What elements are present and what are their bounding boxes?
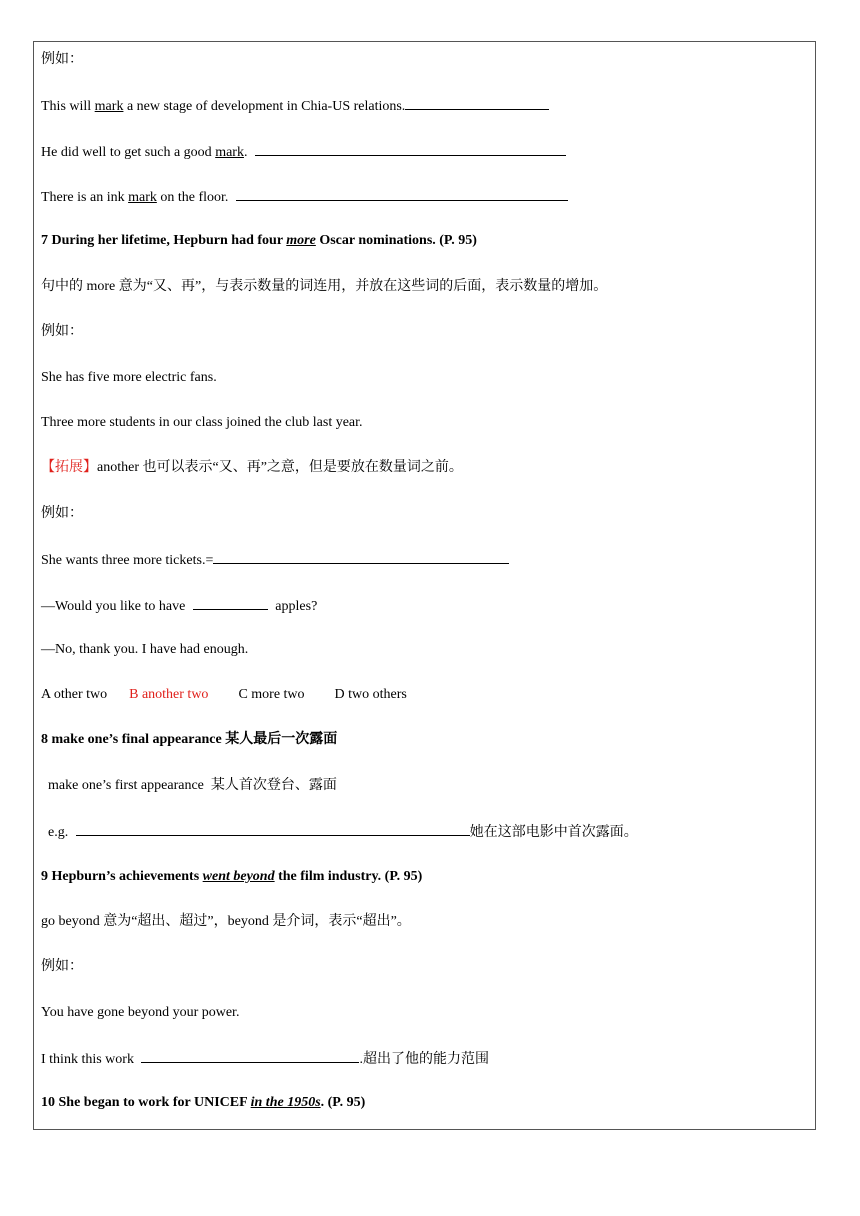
item-8-heading: 8 make one’s final appearance 某人最后一次露面	[41, 732, 338, 747]
dialogue-answer: —No, thank you. I have had enough.	[41, 642, 249, 657]
example-label: 例如：	[41, 324, 83, 339]
explanation-text: 句中的 more 意为“又、再”，与表示数量的词连用，并放在这些词的后面，表示数量的增加。	[41, 279, 608, 294]
answer-blank[interactable]	[405, 96, 549, 110]
option-d[interactable]: D two others	[334, 687, 407, 702]
answer-blank[interactable]	[213, 550, 509, 564]
item-7-heading: 7 During her lifetime, Hepburn had four more Oscar nominations. (P. 95)	[41, 233, 477, 248]
rewrite-exercise: She wants three more tickets.=	[41, 550, 509, 570]
example-label: 例如：	[41, 506, 83, 521]
example-exercise: e.g. 她在这部电影中首次露面。	[41, 822, 638, 842]
choice-options	[41, 686, 407, 704]
option-c[interactable]: C more two	[238, 687, 305, 702]
option-a[interactable]: A other two	[41, 687, 108, 702]
explanation-text: go beyond 意为“超出、超过”，beyond 是介词，表示“超出”。	[41, 914, 411, 929]
answer-blank[interactable]	[236, 187, 568, 201]
example-sentence-3: There is an ink mark on the floor.	[41, 187, 568, 207]
answer-blank[interactable]	[141, 1049, 359, 1063]
example-label: 例如：	[41, 959, 83, 974]
extension-note: 【拓展】another 也可以表示“又、再”之意，但是要放在数量词之前。	[41, 460, 463, 475]
example-label: 例如：	[41, 52, 83, 67]
example-sentence: Three more students in our class joined the club last year.	[41, 415, 363, 430]
phrase-note: make one’s first appearance 某人首次登台、露面	[41, 778, 337, 793]
example-sentence: She has five more electric fans.	[41, 370, 217, 385]
dialogue-question: —Would you like to have apples?	[41, 596, 317, 616]
item-10-heading: 10 She began to work for UNICEF in the 1950s. (P. 95)	[41, 1095, 366, 1110]
option-b[interactable]: B another two	[129, 687, 209, 702]
answer-blank[interactable]	[76, 822, 470, 836]
example-sentence: You have gone beyond your power.	[41, 1005, 240, 1020]
translation-exercise: I think this work .超出了他的能力范围	[41, 1049, 489, 1069]
item-9-heading: 9 Hepburn’s achievements went beyond the film industry. (P. 95)	[41, 869, 423, 884]
example-sentence-1: This will mark a new stage of development in Chia-US relations.	[41, 96, 549, 116]
example-sentence-2: He did well to get such a good mark.	[41, 142, 566, 162]
answer-blank[interactable]	[193, 596, 268, 610]
answer-blank[interactable]	[255, 142, 566, 156]
